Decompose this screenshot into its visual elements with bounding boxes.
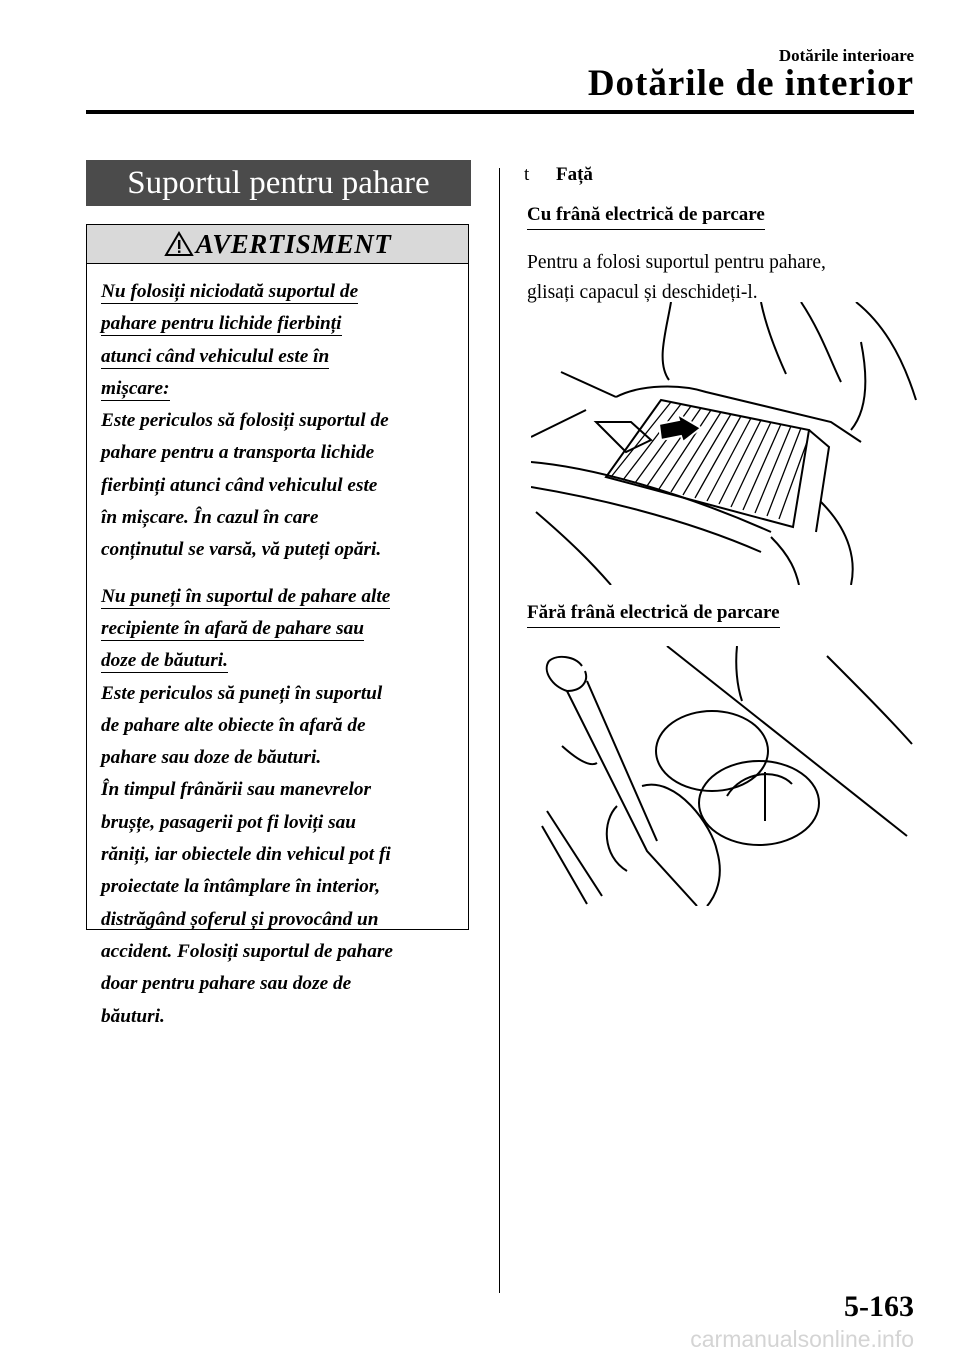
warning-line: proiectate la întâmplare în interior, <box>101 876 381 898</box>
warning-triangle-icon <box>164 231 194 257</box>
warning-box <box>86 224 469 1027</box>
front-heading: Față <box>556 164 593 185</box>
column-divider <box>499 168 500 1293</box>
bullet-marker: t <box>524 164 530 185</box>
warning-line: mișcare: <box>101 377 170 399</box>
warning-line: de pahare alte obiecte în afară de <box>101 714 366 736</box>
warning-line: brușțe, pasagerii pot fi loviți sau <box>101 811 356 833</box>
warning-line: În timpul frânării sau manevrelor <box>101 779 371 801</box>
warning-line: pahare pentru lichide fierbinți <box>101 313 342 335</box>
warning-line: conținutul se varsă, vă puteți opări. <box>101 539 382 561</box>
page-number: 5-163 <box>844 1290 914 1323</box>
warning-line: băuturi. <box>101 1005 165 1027</box>
warning-line: pahare pentru a transporta lichide <box>101 442 375 464</box>
epb-text-line: Pentru a folosi suportul pentru pahare, <box>527 252 826 273</box>
warning-line: Este periculos să folosiți suportul de <box>101 410 389 432</box>
warning-line: Nu folosiți niciodată suportul de <box>101 281 359 302</box>
epb-instructions <box>527 248 826 308</box>
cup-holder-no-epb-illustration <box>537 646 917 906</box>
warning-label: AVERTISMENT <box>195 228 392 259</box>
bullet-heading <box>523 164 593 186</box>
warning-line: atunci când vehiculul este în <box>101 345 330 367</box>
warning-line: în mișcare. În cazul în care <box>101 507 319 529</box>
warning-line: Este periculos să puneți în suportul <box>101 682 383 704</box>
warning-line: doar pentru pahare sau doze de <box>101 973 352 995</box>
warning-line: Nu puneți în suportul de pahare alte <box>101 585 391 607</box>
warning-line: doze de băuturi. <box>101 650 228 672</box>
warning-line: răniți, iar obiectele din vehicul pot fi <box>101 844 391 866</box>
epb-text-line: glisați capacul și deschideți-l. <box>527 282 758 303</box>
warning-line: pahare sau doze de băuturi. <box>101 747 322 769</box>
header-rule <box>86 110 914 114</box>
warning-line: recipiente în afară de pahare sau <box>101 617 364 639</box>
section-label: Dotările de interior <box>587 63 914 104</box>
no-epb-heading: Fără frână electrică de parcare <box>527 602 780 628</box>
epb-heading: Cu frână electrică de parcare <box>527 204 765 230</box>
chapter-label: Dotările interioare <box>778 46 914 65</box>
watermark: carmanualsonline.info <box>690 1326 914 1352</box>
warning-header <box>87 225 468 264</box>
warning-line: distrăgând șoferul și provocând un <box>101 908 379 930</box>
section-title: Suportul pentru pahare <box>86 160 471 206</box>
warning-body <box>87 264 468 1033</box>
warning-line: accident. Folosiți suportul de pahare <box>101 940 393 962</box>
cup-holder-epb-illustration <box>531 302 926 585</box>
warning-line: fierbinți atunci când vehiculul este <box>101 474 378 496</box>
paragraph-gap <box>101 567 458 581</box>
